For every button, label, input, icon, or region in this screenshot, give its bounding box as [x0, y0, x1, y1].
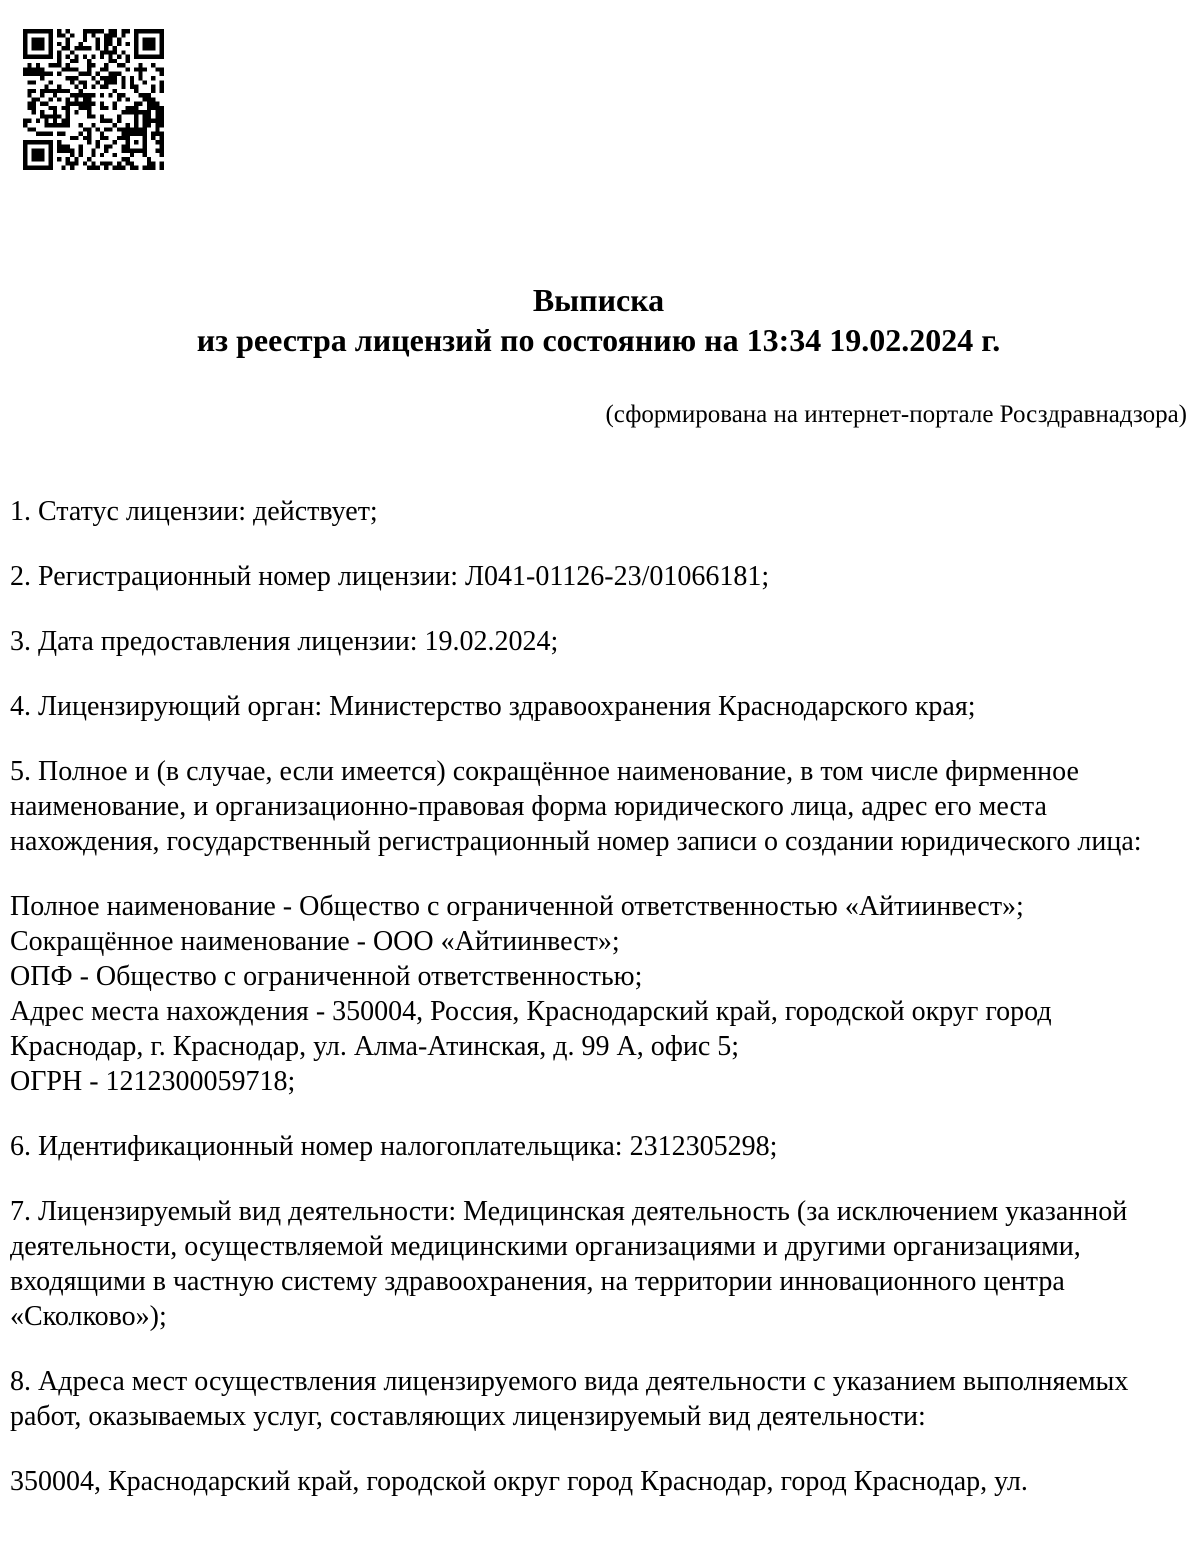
document-line: работ, оказываемых услуг, составляющих лицензируемый вид деятельности: — [10, 1401, 926, 1432]
document-line: 4. Лицензирующий орган: Министерство здравоохранения Краснодарского края; — [10, 691, 976, 722]
paragraph-registration-number — [10, 559, 1187, 594]
document-title — [10, 280, 1187, 360]
document-line: 6. Идентификационный номер налогоплательщика: 2312305298; — [10, 1131, 778, 1162]
document-line: 1. Статус лицензии: действует; — [10, 496, 378, 527]
qr-code-icon — [23, 29, 164, 170]
document-line: Адрес места нахождения - 350004, Россия, Краснодарский край, городской округ город — [10, 996, 1052, 1027]
document-line: Краснодар, г. Краснодар, ул. Алма-Атинская, д. 99 А, офис 5; — [10, 1031, 740, 1062]
paragraph-licensing-authority — [10, 689, 1187, 724]
paragraph-license-date — [10, 624, 1187, 659]
title-line-1: Выписка — [532, 282, 665, 318]
document-subtitle: (сформирована на интернет-портале Росздравнадзора) — [605, 401, 1187, 428]
paragraph-name-heading — [10, 754, 1187, 859]
document-line: ОГРН - 1212300059718; — [10, 1066, 296, 1097]
document-line: 7. Лицензируемый вид деятельности: Медицинская деятельность (за исключением указанной — [10, 1196, 1128, 1227]
document-line: 3. Дата предоставления лицензии: 19.02.2024; — [10, 626, 559, 657]
document-line: Сокращённое наименование - ООО «Айтиинвест»; — [10, 926, 620, 957]
paragraph-activity-address — [10, 1464, 1187, 1499]
paragraph-inn — [10, 1129, 1187, 1164]
document-line: деятельности, осуществляемой медицинскими организациями и другими организациями, — [10, 1231, 1081, 1262]
paragraph-organization-details — [10, 889, 1187, 1099]
document-line: 350004, Краснодарский край, городской округ город Краснодар, город Краснодар, ул. — [10, 1466, 1028, 1497]
paragraph-status — [10, 494, 1187, 529]
document-line: входящими в частную систему здравоохранения, на территории инновационного центра — [10, 1266, 1065, 1297]
paragraph-licensed-activity — [10, 1194, 1187, 1334]
document-line: ОПФ - Общество с ограниченной ответственностью; — [10, 961, 643, 992]
document-line: нахождения, государственный регистрационный номер записи о создании юридического лица: — [10, 826, 1142, 857]
paragraph-activity-addresses-heading — [10, 1364, 1187, 1434]
document-line: наименование, и организационно-правовая форма юридического лица, адрес его места — [10, 791, 1047, 822]
document-line: «Сколково»); — [10, 1301, 167, 1332]
document-line: Полное наименование - Общество с ограниченной ответственностью «Айтиинвест»; — [10, 891, 1024, 922]
document-line: 8. Адреса мест осуществления лицензируемого вида деятельности с указанием выполняемых — [10, 1366, 1129, 1397]
title-line-2: из реестра лицензий по состоянию на 13:34 19.02.2024 г. — [196, 322, 1001, 358]
document-body — [10, 494, 1187, 1499]
document-line: 5. Полное и (в случае, если имеется) сокращённое наименование, в том числе фирменное — [10, 756, 1079, 787]
document-line: 2. Регистрационный номер лицензии: Л041-01126-23/01066181; — [10, 561, 770, 592]
